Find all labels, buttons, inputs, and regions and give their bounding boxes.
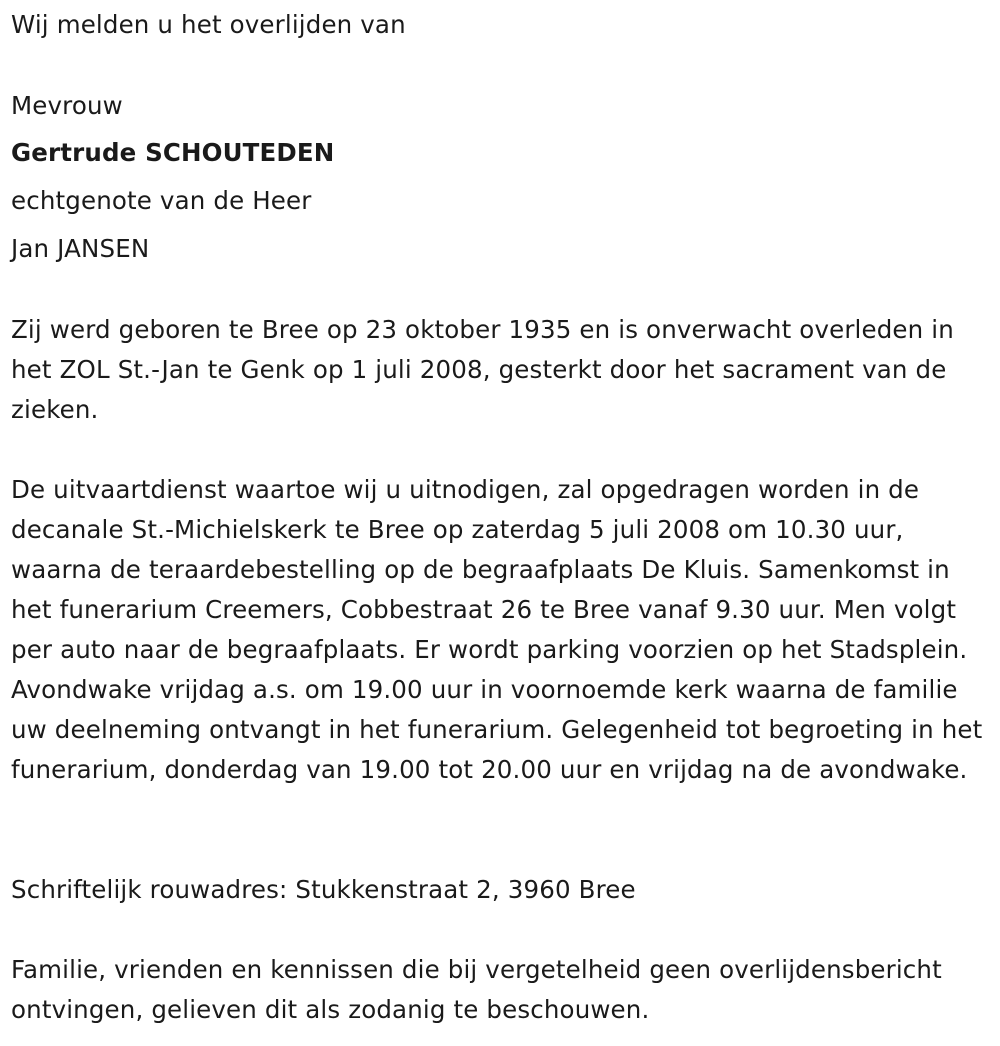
salutation: Mevrouw <box>11 91 123 120</box>
intro-text: Wij melden u het overlijden van <box>11 10 406 39</box>
deceased-name: Gertrude SCHOUTEDEN <box>11 138 335 167</box>
funeral-info-paragraph: De uitvaartdienst waartoe wij u uitnodigen, zal opgedragen worden in de decanale St.-Michielskerk te Bree op zaterdag 5 juli 2008 om 10.30 uur, waarna de teraardebestelling op de begraafplaats De Kluis. Samenkomst in het funerarium Creemers, Cobbestraat 26 te Bree vanaf 9.30 uur. Men volgt per auto naar de begraafplaats. Er wordt parking voorzien op het Stadsplein. Avondwake vrijdag a.s. om 19.00 uur in voornoemde kerk waarna de familie uw deelneming ontvangt in het funerarium. Gelegenheid tot begroeting in het funerarium, donderdag van 19.00 tot 20.00 uur en vrijdag na de avondwake. <box>11 475 983 784</box>
spouse-name: Jan JANSEN <box>11 234 150 263</box>
mourning-address: Schriftelijk rouwadres: Stukkenstraat 2, 3960 Bree <box>11 875 636 904</box>
closing-note-paragraph: Familie, vrienden en kennissen die bij vergetelheid geen overlijdensbericht ontvingen, gelieven dit als zodanig te beschouwen. <box>11 955 942 1024</box>
birth-death-paragraph: Zij werd geboren te Bree op 23 oktober 1935 en is onverwacht overleden in het ZOL St.-Jan te Genk op 1 juli 2008, gesterkt door het sacrament van de zieken. <box>11 315 954 424</box>
relation-text: echtgenote van de Heer <box>11 186 312 215</box>
